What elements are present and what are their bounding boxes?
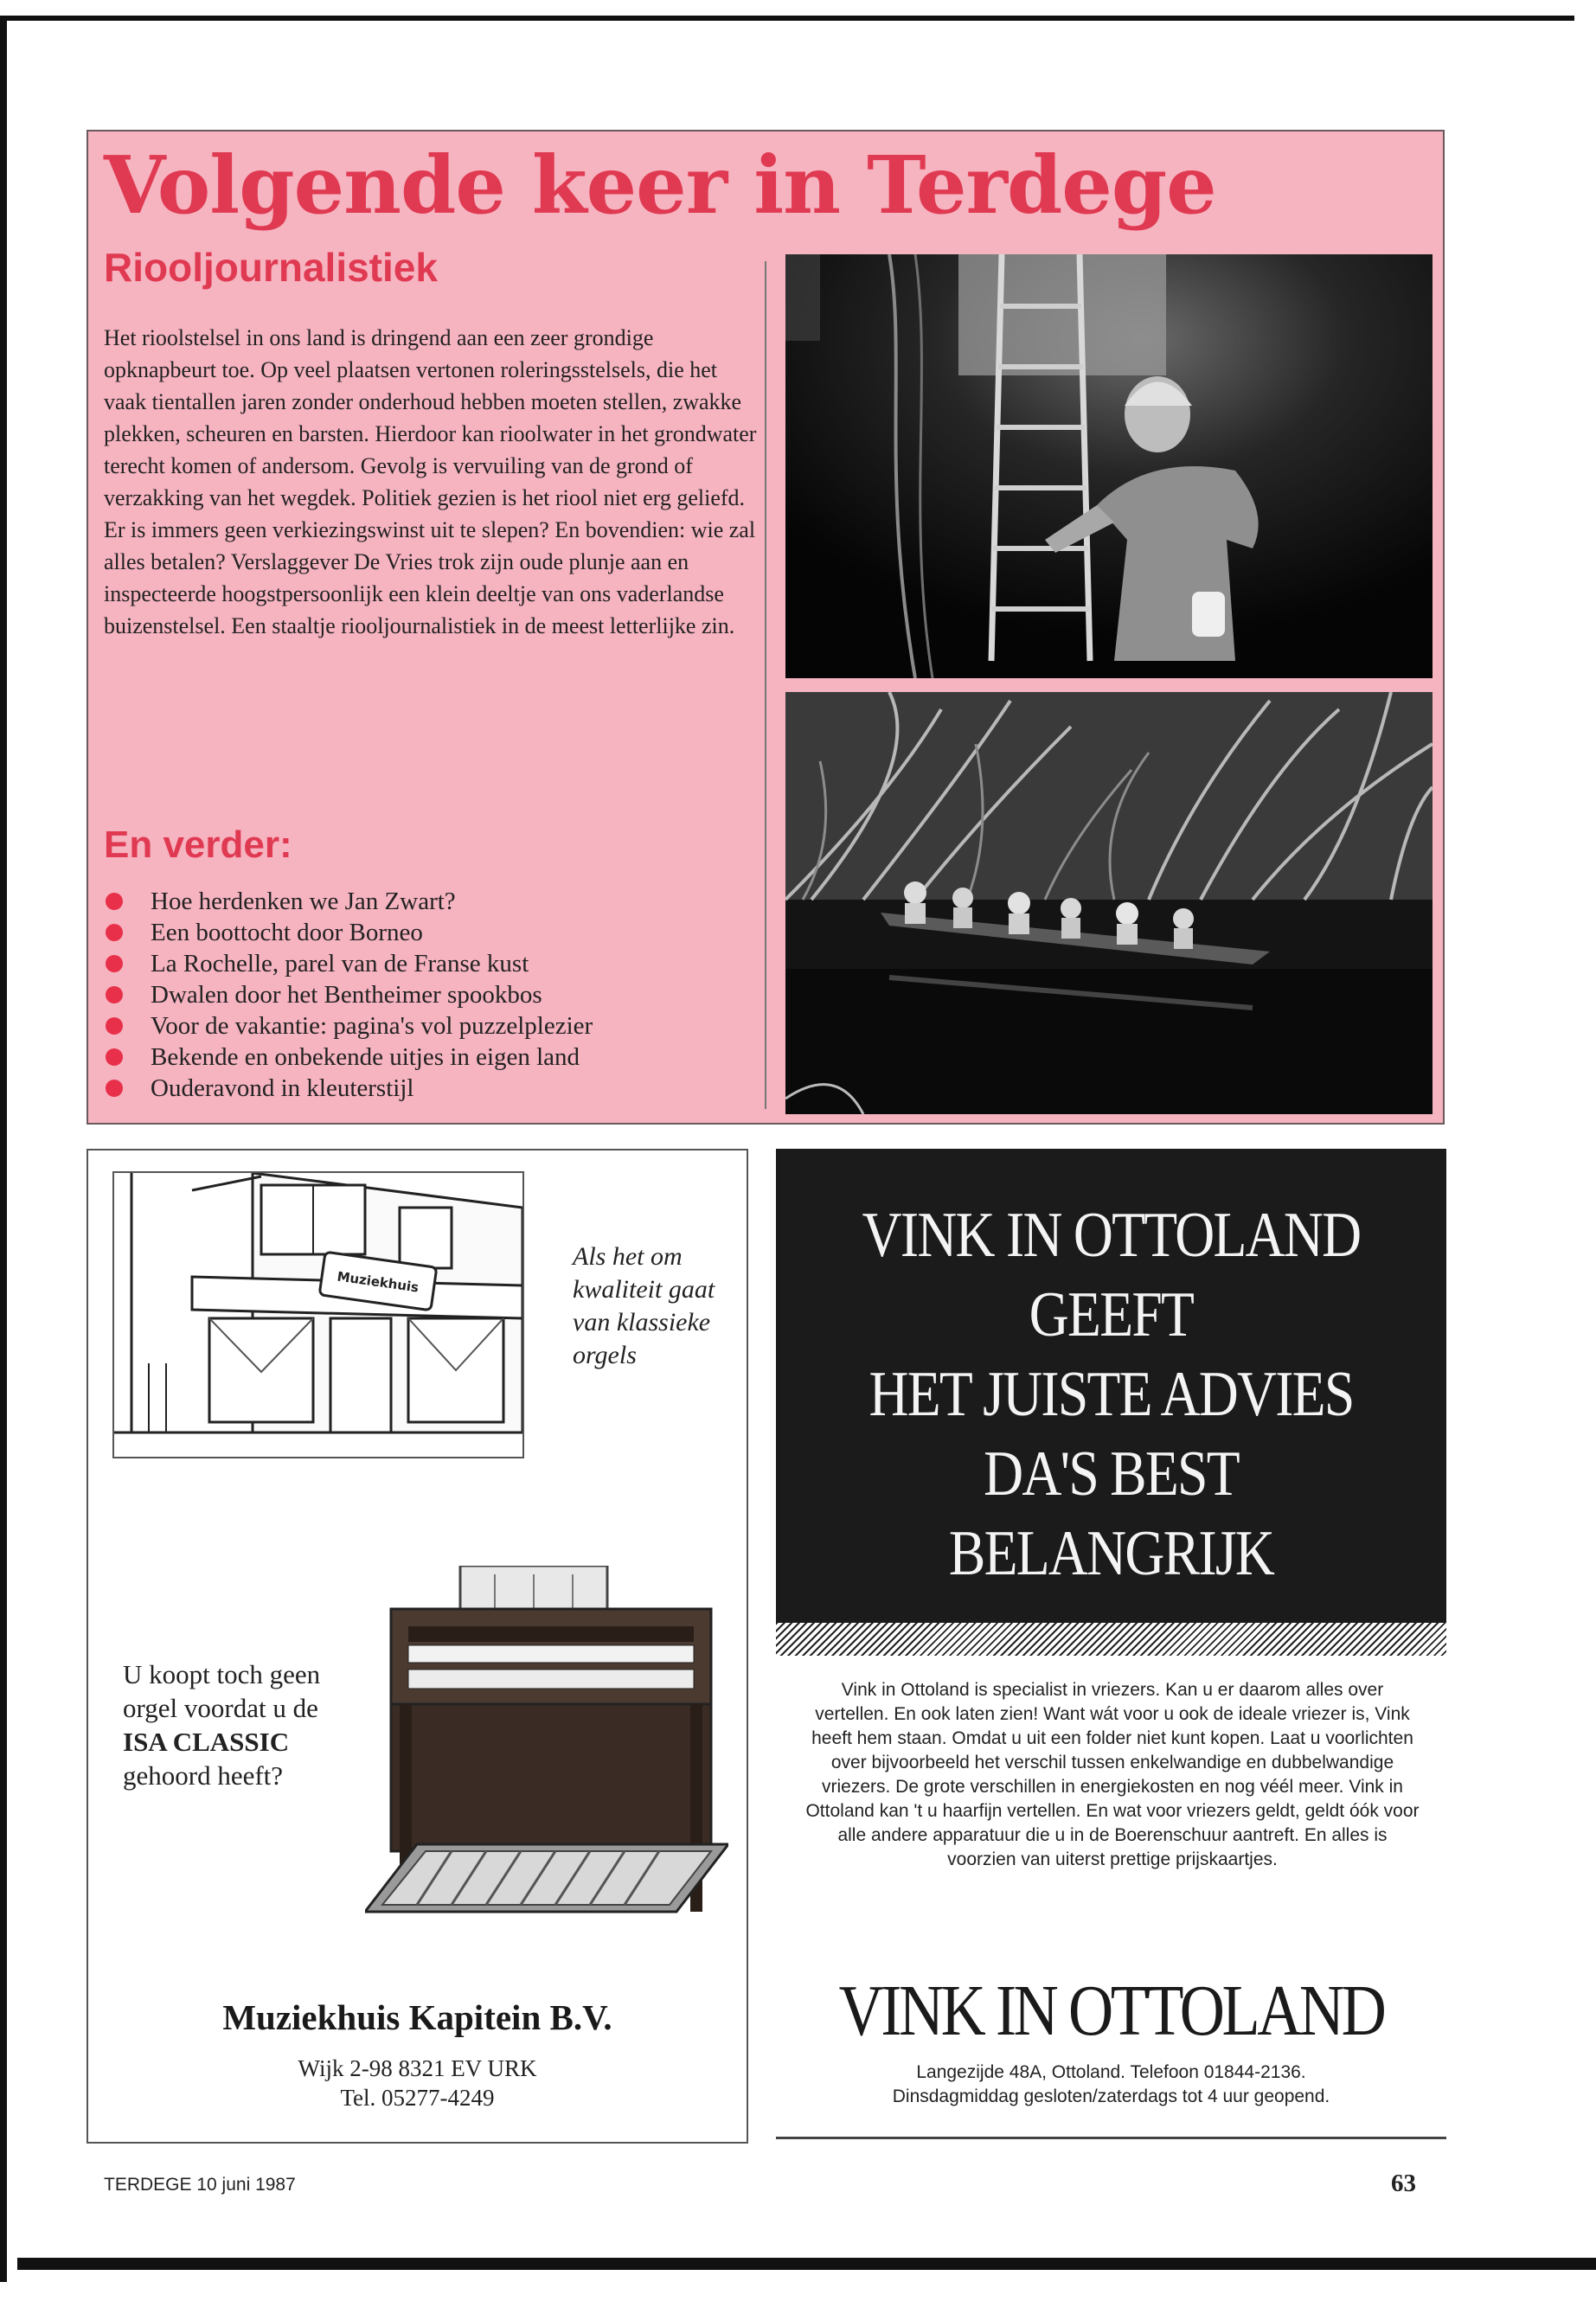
more-title: En verder: — [104, 824, 292, 866]
list-item: La Rochelle, parel van de Franse kust — [104, 948, 761, 979]
vink-advertisement — [776, 1149, 1446, 2144]
vink-bottom-rule — [776, 2137, 1446, 2139]
sewer-photo — [785, 254, 1433, 678]
vink-headline — [823, 1195, 1400, 1593]
list-item: Voor de vakantie: pagina's vol puzzelplezier — [104, 1010, 761, 1042]
list-item: Dwalen door het Bentheimer spookbos — [104, 979, 761, 1010]
bullet-icon — [106, 893, 123, 910]
storefront-drawing — [114, 1173, 522, 1457]
page-bottom-rule — [17, 2258, 1596, 2270]
storefront-sign: Muziekhuis — [336, 1268, 420, 1296]
vink-headline-line: HET JUISTE ADVIES — [869, 1359, 1354, 1430]
vink-headline-line: BELANGRIJK — [948, 1518, 1274, 1589]
borneo-boat-photo-image — [785, 692, 1433, 1114]
quality-slogan: Als het om kwaliteit gaat van klassieke orgels — [573, 1242, 715, 1369]
page-number: 63 — [1391, 2170, 1416, 2197]
list-item: Ouderavond in kleuterstijl — [104, 1073, 761, 1104]
vink-logo: VINK IN OTTOLAND — [838, 1971, 1384, 2051]
organ-image — [365, 1566, 728, 1929]
organ-illustration — [365, 1566, 728, 1929]
bullet-icon — [106, 1080, 123, 1097]
vink-address: Langezijde 48A, Ottoland. Telefoon 01844-2136. Dinsdagmiddag gesloten/zaterdags tot 4 uur geopend. — [892, 2062, 1330, 2106]
vink-headline-line: VINK IN OTTOLAND — [862, 1200, 1361, 1271]
vink-headline-line: GEEFT — [1029, 1279, 1194, 1350]
vink-body-text: Vink in Ottoland is specialist in vriezers. Kan u er daarom alles over vertellen. En ook laten zien! Want wát voor u ook de ideale vriezer is, Vink heeft hem staan. Omdat u uit een folder niet kunt kopen. Laat u voorlichten over bijvoorbeeld het verschil tussen enkelwandige en dubbelwandige vriezers. De grote verschillen in energiekosten en nog véél meer. Vink in Ottoland kan 't u haarfijn vertellen. En wat voor vriezers geldt, geldt óók voor alle andere apparatuur die u in de Boerenschuur aantreft. En alles is voorzien van uiterst prettige prijskaartjes. — [805, 1680, 1420, 1869]
bullet-icon — [106, 986, 123, 1003]
bullet-icon — [106, 955, 123, 972]
next-issue-feature — [87, 130, 1445, 1125]
isa-classic-pitch: U koopt toch geen orgel voordat u de ISA CLASSIC gehoord heeft? — [123, 1659, 321, 1791]
story-text: Het rioolstelsel in ons land is dringend aan een zeer grondige opknapbeurt toe. Op veel plaatsen vertonen roleringsstelsels, die het vaak tientallen jaren zonder onderhoud hebben moeten stellen, zwakke plekken, scheuren en barsten. Hierdoor kan rioolwater in het grondwater terecht komen of andersom. Gevolg is vervuiling van de grond of verzakking van het wegdek. Politiek gezien is het riool niet erg geliefd. Er is immers geen verkiezingswinst uit te slepen? En bovendien: wie zal alles betalen? Verslaggever De Vries trok zijn oude plunje aan en inspecteerde hoogstpersoonlijk een klein deeltje van ons vaderlandse buizenstelsel. Een staaltje riooljournalistiek in de meest letterlijke zin. — [104, 325, 757, 638]
column-divider — [765, 261, 766, 1109]
borneo-boat-photo — [785, 692, 1433, 1114]
page-left-rule — [0, 16, 7, 2282]
hatched-divider — [776, 1623, 1446, 1656]
storefront-illustration — [112, 1171, 524, 1458]
organ-advertisement — [87, 1149, 748, 2144]
vink-banner — [776, 1149, 1446, 1623]
isa-classic-brand: ISA CLASSIC — [123, 1727, 290, 1757]
shop-address: Wijk 2-98 8321 EV URK Tel. 05277-4249 — [298, 2055, 537, 2111]
story-title: Riooljournalistiek — [104, 245, 438, 290]
feature-title: Volgende keer in Terdege — [104, 138, 1216, 232]
shop-name: Muziekhuis Kapitein B.V. — [222, 1997, 612, 2037]
sewer-photo-image — [785, 254, 1433, 678]
page-top-rule — [0, 16, 1574, 21]
list-item: Een boottocht door Borneo — [104, 917, 761, 948]
publication-footer: TERDEGE 10 juni 1987 — [104, 2175, 296, 2195]
bullet-icon — [106, 924, 123, 941]
bullet-icon — [106, 1048, 123, 1066]
vink-headline-line: DA'S BEST — [984, 1439, 1239, 1509]
list-item: Bekende en onbekende uitjes in eigen land — [104, 1042, 761, 1073]
bullet-icon — [106, 1017, 123, 1035]
more-list — [104, 886, 761, 1104]
list-item: Hoe herdenken we Jan Zwart? — [104, 886, 761, 917]
